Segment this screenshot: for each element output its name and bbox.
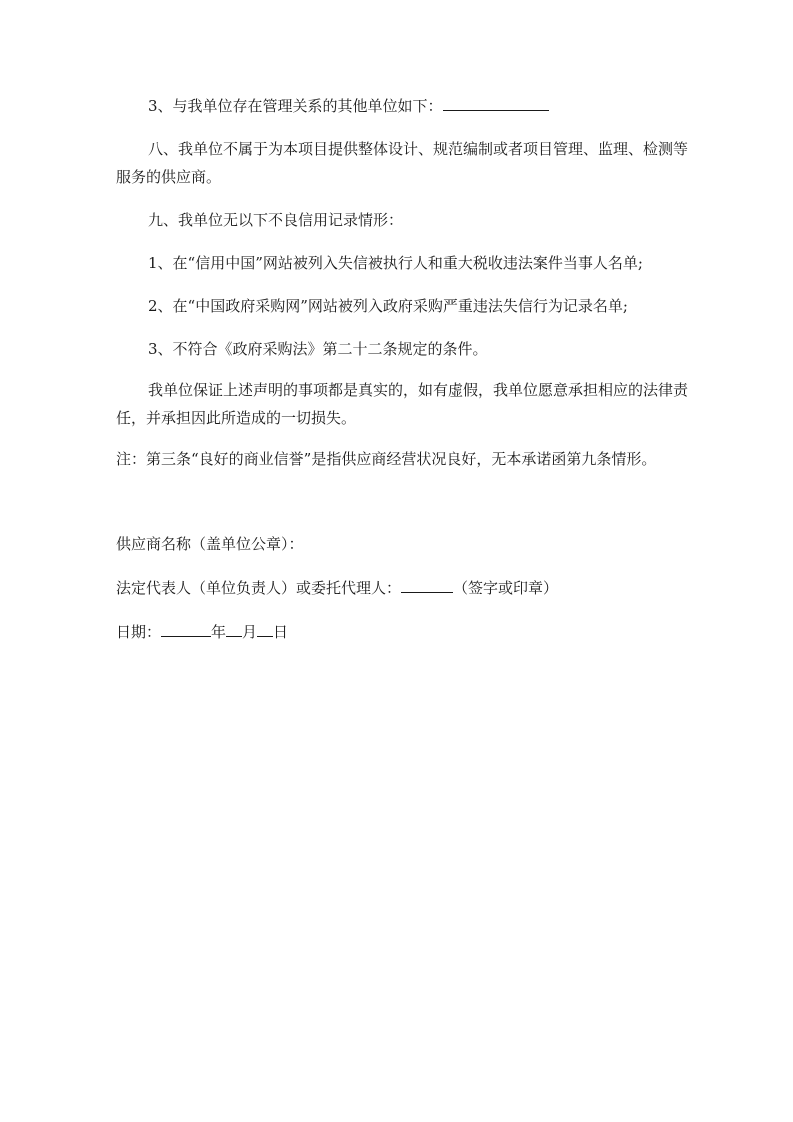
date-year-label: 年 — [211, 623, 227, 641]
date-month-label: 月 — [242, 623, 258, 641]
item9-heading: 九、我单位无以下不良信用记录情形： — [148, 211, 404, 229]
item9-sub2: 2、在“中国政府采购网”网站被列入政府采购严重违法失信行为记录名单; — [148, 297, 628, 315]
date-year-blank — [161, 622, 211, 637]
item9-sub1: 1、在“信用中国”网站被列入失信被执行人和重大税收违法案件当事人名单; — [148, 254, 643, 272]
item8-line1: 八、我单位不属于为本项目提供整体设计、规范编制或者项目管理、监理、检测等 — [148, 140, 689, 158]
item3-blank — [443, 96, 549, 111]
guarantee-line2: 任，并承担因此所造成的一切损失。 — [116, 409, 357, 427]
legal-rep-line — [116, 578, 558, 598]
item9-sub3: 3、不符合《政府采购法》第二十二条规定的条件。 — [148, 340, 488, 358]
item3-text: 3、与我单位存在管理关系的其他单位如下： — [148, 97, 443, 115]
legal-rep-suffix: （签字或印章） — [453, 579, 559, 597]
legal-rep-label: 法定代表人（单位负责人）或委托代理人： — [116, 579, 402, 597]
item3-line — [148, 96, 549, 116]
date-label: 日期： — [116, 623, 162, 641]
item8-line2: 服务的供应商。 — [116, 168, 222, 186]
note-text: 注：第三条“良好的商业信誉”是指供应商经营状况良好，无本承诺函第九条情形。 — [116, 450, 657, 468]
legal-rep-signature-blank — [401, 578, 453, 593]
date-day-blank — [257, 622, 273, 637]
date-day-label: 日 — [273, 623, 289, 641]
date-line — [116, 622, 288, 642]
date-month-blank — [226, 622, 242, 637]
supplier-name-label: 供应商名称（盖单位公章）： — [116, 535, 304, 553]
guarantee-line1: 我单位保证上述声明的事项都是真实的，如有虚假，我单位愿意承担相应的法律责 — [148, 381, 689, 399]
